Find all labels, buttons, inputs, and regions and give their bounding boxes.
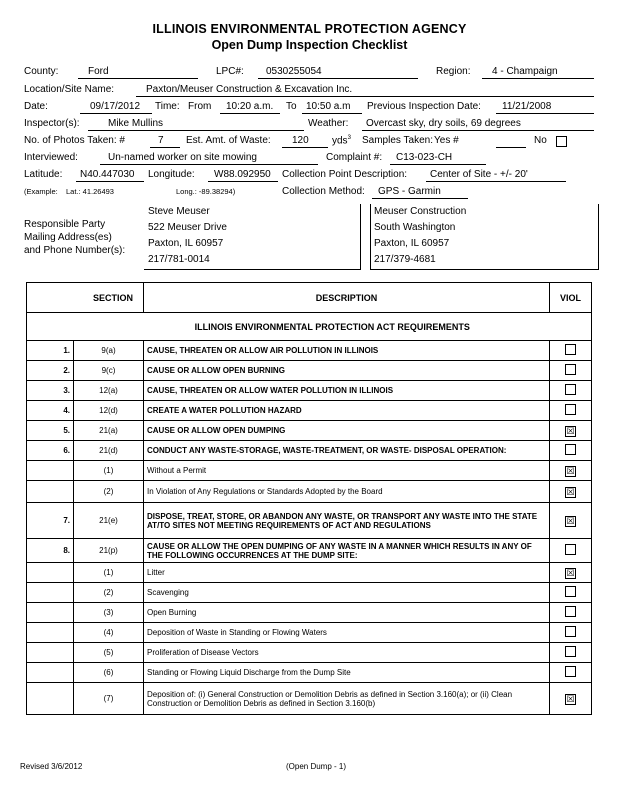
date-label: Date: [24,101,48,112]
table-row [27,503,592,539]
act-title: ILLINOIS ENVIRONMENTAL PROTECTION ACT REQUIREMENTS [74,313,592,341]
county-label: County: [24,66,59,77]
requirements-table [26,282,592,715]
samples-label: Samples Taken: [362,135,433,146]
row-number: 7. [27,503,74,539]
row-section: (1) [74,563,144,583]
table-row [27,341,592,361]
waste-unit: yds$^3$ [332,135,351,147]
rp-label-1: Responsible Party [24,219,106,230]
rp-label-3: and Phone Number(s): [24,245,126,256]
row-number: 3. [27,381,74,401]
row-section: (7) [74,683,144,715]
from-value: 10:20 a.m. [226,101,274,112]
inspectors-label: Inspector(s): [24,118,80,129]
interviewed-value: Un-named worker on site mowing [108,152,257,163]
samples-yes-label: Yes # [434,135,459,146]
complaint-value: C13-023-CH [396,152,453,163]
viol-checkbox[interactable] [550,643,592,663]
table-row [27,563,592,583]
example-label: (Example: [24,187,58,196]
waste-label: Est. Amt. of Waste: [186,135,271,146]
collection-method-value: GPS - Garmin [378,186,441,197]
row-description: CAUSE OR ALLOW OPEN DUMPING [144,421,550,441]
row-section: (2) [74,481,144,503]
location-value: Paxton/Meuser Construction & Excavation Inc. [146,84,353,95]
weather-label: Weather: [308,118,349,129]
row-section: 21(p) [74,539,144,563]
samples-no-label: No [534,135,547,146]
table-row [27,421,592,441]
row-description: Without a Permit [144,461,550,481]
row-number [27,663,74,683]
row-section: 9(a) [74,341,144,361]
viol-checkbox[interactable]: ☒ [550,461,592,481]
row-number: 1. [27,341,74,361]
rp1-line-2: 522 Meuser Drive [148,222,227,233]
waste-value: 120 [292,135,309,146]
viol-checkbox[interactable]: ☒ [550,481,592,503]
table-row [27,481,592,503]
description-header: DESCRIPTION [144,283,550,313]
rp2-line-2: South Washington [374,222,456,233]
example-long: Long.: -89.38294) [176,187,236,196]
table-row [27,361,592,381]
section-header: SECTION [27,283,144,313]
region-value: 4 - Champaign [492,66,558,77]
rp1-line-3: Paxton, IL 60957 [148,238,224,249]
rp2-line-1: Meuser Construction [374,206,467,217]
rp2-line-4: 217/379-4681 [374,254,436,265]
to-label: To [286,101,297,112]
row-description: DISPOSE, TREAT, STORE, OR ABANDON ANY WASTE, OR TRANSPORT ANY WASTE INTO THE STATE AT/TO SITES NOT MEETING REQUIREMENTS OF ACT AND REGULATIONS [144,503,550,539]
county-value: Ford [88,66,109,77]
row-number [27,643,74,663]
row-description: CAUSE OR ALLOW THE OPEN DUMPING OF ANY WASTE IN A MANNER WHICH RESULTS IN ANY OF THE FOLLOWING OCCURRENCES AT THE DUMP SITE: [144,539,550,563]
row-section: (2) [74,583,144,603]
prev-inspection-value: 11/21/2008 [502,101,552,112]
viol-checkbox[interactable] [550,583,592,603]
viol-checkbox[interactable] [550,663,592,683]
to-value: 10:50 a.m [306,101,351,112]
viol-checkbox[interactable] [550,539,592,563]
row-number: 5. [27,421,74,441]
row-description: Standing or Flowing Liquid Discharge from the Dump Site [144,663,550,683]
from-label: From [188,101,212,112]
table-row [27,401,592,421]
viol-checkbox[interactable] [550,341,592,361]
row-number [27,583,74,603]
viol-checkbox[interactable]: ☒ [550,683,592,715]
row-section: 12(a) [74,381,144,401]
row-description: CAUSE, THREATEN OR ALLOW AIR POLLUTION IN ILLINOIS [144,341,550,361]
row-description: Open Burning [144,603,550,623]
table-row [27,603,592,623]
row-description: Litter [144,563,550,583]
row-description: Deposition of Waste in Standing or Flowing Waters [144,623,550,643]
lpc-label: LPC#: [216,66,244,77]
viol-checkbox[interactable] [550,381,592,401]
row-number [27,683,74,715]
interviewed-label: Interviewed: [24,152,78,163]
table-row [27,643,592,663]
table-row [27,441,592,461]
row-description: In Violation of Any Regulations or Standards Adopted by the Board [144,481,550,503]
lpc-value: 0530255054 [266,66,322,77]
example-lat: Lat.: 41.26493 [66,187,114,196]
row-description: Deposition of: (i) General Construction or Demolition Debris as defined in Section 3.160(a); or (ii) Clean Construction or Demolition Debris as defined in Section 3.160(b) [144,683,550,715]
row-description: CREATE A WATER POLLUTION HAZARD [144,401,550,421]
region-label: Region: [436,66,471,77]
rp-label-2: Mailing Address(es) [24,232,112,243]
row-section: (6) [74,663,144,683]
row-number: 8. [27,539,74,563]
latitude-value: N40.447030 [80,169,135,180]
rp1-line-4: 217/781-0014 [148,254,210,265]
longitude-label: Longitude: [148,169,195,180]
row-number [27,623,74,643]
row-section: 21(e) [74,503,144,539]
viol-header: VIOL [550,283,592,313]
longitude-value: W88.092950 [214,169,271,180]
row-description: Proliferation of Disease Vectors [144,643,550,663]
page-label: (Open Dump - 1) [286,762,347,771]
form-title: Open Dump Inspection Checklist [211,38,408,52]
viol-checkbox[interactable] [550,441,592,461]
table-row [27,381,592,401]
row-section: 9(c) [74,361,144,381]
viol-checkbox[interactable]: ☒ [550,421,592,441]
time-label: Time: [155,101,180,112]
viol-checkbox[interactable]: ☒ [550,563,592,583]
prev-inspection-label: Previous Inspection Date: [367,101,481,112]
complaint-label: Complaint #: [326,152,383,163]
rp2-line-3: Paxton, IL 60957 [374,238,450,249]
collection-method-label: Collection Method: [282,186,365,197]
inspectors-value: Mike Mullins [108,118,164,129]
row-description: CAUSE OR ALLOW OPEN BURNING [144,361,550,381]
row-description: Scavenging [144,583,550,603]
row-description: CAUSE, THREATEN OR ALLOW WATER POLLUTION IN ILLINOIS [144,381,550,401]
table-row [27,683,592,715]
row-number: 6. [27,441,74,461]
row-description: CONDUCT ANY WASTE-STORAGE, WASTE-TREATMENT, OR WASTE- DISPOSAL OPERATION: [144,441,550,461]
samples-no-checkbox[interactable] [556,136,567,147]
row-section: 21(a) [74,421,144,441]
row-section: (5) [74,643,144,663]
viol-checkbox[interactable] [550,603,592,623]
table-row [27,623,592,643]
row-number [27,603,74,623]
row-number [27,481,74,503]
table-row [27,583,592,603]
viol-checkbox[interactable]: ☒ [550,503,592,539]
weather-value: Overcast sky, dry soils, 69 degrees [366,118,521,129]
row-section: (1) [74,461,144,481]
row-section: 12(d) [74,401,144,421]
date-value: 09/17/2012 [90,101,141,112]
photos-label: No. of Photos Taken: # [24,135,125,146]
row-number: 2. [27,361,74,381]
row-section: (4) [74,623,144,643]
row-number [27,461,74,481]
latitude-label: Latitude: [24,169,63,180]
table-row [27,461,592,481]
row-section: 21(d) [74,441,144,461]
row-number [27,563,74,583]
viol-checkbox[interactable] [550,361,592,381]
rp1-line-1: Steve Meuser [148,206,210,217]
viol-checkbox[interactable] [550,623,592,643]
collection-point-label: Collection Point Description: [282,169,408,180]
collection-point-value: Center of Site - +/- 20' [430,169,528,180]
viol-checkbox[interactable] [550,401,592,421]
row-section: (3) [74,603,144,623]
row-number: 4. [27,401,74,421]
revised-date: Revised 3/6/2012 [20,762,83,771]
photos-value: 7 [158,135,164,146]
table-row [27,539,592,563]
table-row [27,663,592,683]
agency-title: ILLINOIS ENVIRONMENTAL PROTECTION AGENCY [152,22,467,36]
location-label: Location/Site Name: [24,84,115,95]
